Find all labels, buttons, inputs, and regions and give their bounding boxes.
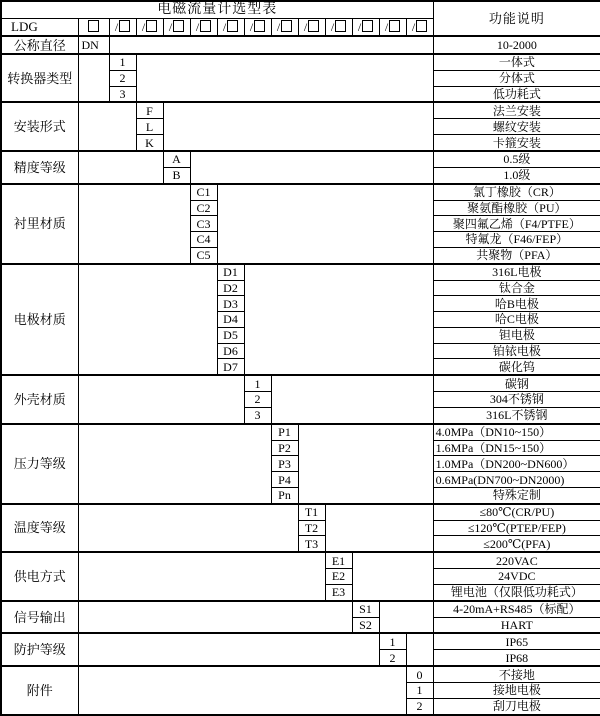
section-label: 电极材质	[1, 264, 78, 376]
option-description: 法兰安装	[433, 102, 600, 118]
code-placeholder-box-icon	[335, 20, 346, 32]
option-code: C5	[190, 247, 217, 263]
option-code: D4	[217, 312, 244, 328]
model-code-box-cell	[190, 18, 217, 36]
code-placeholder-box-icon	[362, 20, 373, 32]
option-code: K	[136, 135, 163, 151]
model-code-box-cell	[379, 18, 406, 36]
empty-region	[271, 375, 433, 423]
option-code: S1	[352, 601, 379, 617]
option-description: 钛合金	[433, 280, 600, 296]
empty-region	[78, 184, 190, 264]
slash-separator: /	[303, 20, 308, 35]
option-code: C1	[190, 184, 217, 200]
option-code: D3	[217, 296, 244, 312]
option-description: 哈C电极	[433, 312, 600, 328]
model-code-box-cell	[244, 18, 271, 36]
option-description: 4.0MPa（DN10~150）	[433, 424, 600, 440]
section-label: 外壳材质	[1, 375, 78, 423]
empty-region	[352, 552, 433, 600]
option-code: 1	[379, 633, 406, 649]
option-description: 1.0级	[433, 167, 600, 183]
option-description: 聚四氟乙烯（F4/PTFE）	[433, 216, 600, 232]
empty-region	[78, 666, 406, 715]
option-code: 1	[244, 375, 271, 391]
section-label-diameter: 公称直径	[1, 36, 78, 54]
code-placeholder-box-icon	[308, 20, 319, 32]
code-placeholder-box-icon	[254, 20, 265, 32]
option-description: 316L电极	[433, 264, 600, 280]
empty-region	[78, 552, 325, 600]
empty-region	[78, 264, 217, 376]
slash-separator: /	[195, 20, 200, 35]
option-code: P1	[271, 424, 298, 440]
slash-separator: /	[249, 20, 254, 35]
code-placeholder-box-icon	[88, 20, 99, 32]
option-description: 分体式	[433, 70, 600, 86]
option-code: 1	[109, 54, 136, 70]
option-code: A	[163, 151, 190, 167]
option-description: 0.5级	[433, 151, 600, 167]
empty-region	[325, 504, 433, 552]
section-label: 防护等级	[1, 633, 78, 666]
model-code-box-cell	[271, 18, 298, 36]
option-description: 特殊定制	[433, 487, 600, 503]
option-code: E2	[325, 569, 352, 585]
option-description: 316L不锈钢	[433, 407, 600, 423]
option-description: ≤120℃(PTEP/FEP)	[433, 520, 600, 536]
empty-region	[78, 102, 136, 150]
option-code: 1	[406, 683, 433, 699]
option-code: S2	[352, 617, 379, 633]
option-code: 2	[379, 650, 406, 666]
option-code: E3	[325, 584, 352, 600]
option-description: IP65	[433, 633, 600, 649]
empty-region	[298, 424, 433, 504]
option-code: D5	[217, 327, 244, 343]
empty-region	[78, 633, 379, 666]
option-code: D2	[217, 280, 244, 296]
empty-region	[78, 601, 352, 634]
option-code: 2	[244, 392, 271, 408]
option-description: 特氟龙（F46/FEP）	[433, 232, 600, 248]
code-placeholder-box-icon	[173, 20, 184, 32]
option-code: D6	[217, 343, 244, 359]
option-code: B	[163, 167, 190, 183]
option-description: 不接地	[433, 666, 600, 682]
option-description: 304不锈钢	[433, 392, 600, 408]
slash-separator: /	[222, 20, 227, 35]
model-code-box-cell	[78, 18, 109, 36]
section-label: 转换器类型	[1, 54, 78, 102]
code-placeholder-box-icon	[146, 20, 157, 32]
empty-region	[136, 54, 433, 102]
option-description: HART	[433, 617, 600, 633]
option-code: P3	[271, 456, 298, 472]
option-code: 2	[109, 70, 136, 86]
option-description: 碳化钨	[433, 359, 600, 375]
option-code: C3	[190, 216, 217, 232]
option-description: 0.6MPa(DN700~DN2000)	[433, 472, 600, 488]
model-code-box-cell	[163, 18, 190, 36]
option-description: 钽电极	[433, 327, 600, 343]
page-title: 电磁流量计选型表	[1, 1, 433, 18]
option-code: T2	[298, 520, 325, 536]
option-description: 1.0MPa（DN200~DN600）	[433, 456, 600, 472]
option-code: D1	[217, 264, 244, 280]
section-label: 压力等级	[1, 424, 78, 504]
option-code: 3	[244, 407, 271, 423]
empty-region	[406, 633, 433, 666]
section-label: 衬里材质	[1, 184, 78, 264]
option-code: P2	[271, 440, 298, 456]
code-placeholder-box-icon	[119, 20, 130, 32]
option-description: 氯丁橡胶（CR）	[433, 184, 600, 200]
empty-region	[78, 375, 244, 423]
section-label: 安装形式	[1, 102, 78, 150]
slash-separator: /	[357, 20, 362, 35]
code-placeholder-box-icon	[281, 20, 292, 32]
option-description: 4-20mA+RS485（标配）	[433, 601, 600, 617]
model-code-box-cell	[298, 18, 325, 36]
option-code: 0	[406, 666, 433, 682]
option-code: T1	[298, 504, 325, 520]
option-description: 接地电极	[433, 683, 600, 699]
empty-region	[379, 601, 433, 634]
option-description: 刮刀电极	[433, 698, 600, 715]
slash-separator: /	[384, 20, 389, 35]
section-label: 温度等级	[1, 504, 78, 552]
option-code: E1	[325, 552, 352, 568]
model-code-box-cell	[109, 18, 136, 36]
model-code-box-cell	[406, 18, 433, 36]
empty-region	[78, 424, 271, 504]
option-code: L	[136, 119, 163, 135]
option-description: ≤200℃(PFA)	[433, 536, 600, 552]
option-description: 哈B电极	[433, 296, 600, 312]
model-code-box-cell	[217, 18, 244, 36]
option-code: P4	[271, 472, 298, 488]
slash-separator: /	[276, 20, 281, 35]
option-description: 聚氨酯橡胶（PU）	[433, 200, 600, 216]
option-description: 一体式	[433, 54, 600, 70]
empty-region	[244, 264, 433, 376]
empty-region	[109, 36, 433, 54]
empty-region	[78, 54, 109, 102]
option-description: 卡箍安装	[433, 135, 600, 151]
section-label: 精度等级	[1, 151, 78, 184]
slash-separator: /	[141, 20, 146, 35]
model-code-box-cell	[352, 18, 379, 36]
option-description: 铂铱电极	[433, 343, 600, 359]
option-code: D7	[217, 359, 244, 375]
slash-separator: /	[411, 20, 416, 35]
slash-separator: /	[330, 20, 335, 35]
option-description: 10-2000	[433, 36, 600, 54]
model-code-box-cell	[325, 18, 352, 36]
option-description: 24VDC	[433, 569, 600, 585]
option-code: F	[136, 102, 163, 118]
code-placeholder-box-icon	[416, 20, 427, 32]
section-label: 附件	[1, 666, 78, 715]
code-placeholder-box-icon	[227, 20, 238, 32]
option-description: IP68	[433, 650, 600, 666]
code-placeholder-box-icon	[200, 20, 211, 32]
empty-region	[190, 151, 433, 184]
option-code: C2	[190, 200, 217, 216]
option-code: C4	[190, 232, 217, 248]
section-label: 信号输出	[1, 601, 78, 634]
option-description: 低功耗式	[433, 86, 600, 102]
empty-region	[78, 504, 298, 552]
option-description: 1.6MPa（DN15~150）	[433, 440, 600, 456]
slash-separator: /	[168, 20, 173, 35]
slash-separator: /	[114, 20, 119, 35]
section-label: 供电方式	[1, 552, 78, 600]
diameter-code: DN	[78, 36, 109, 54]
option-code: 2	[406, 698, 433, 715]
option-description: 螺纹安装	[433, 119, 600, 135]
option-code: T3	[298, 536, 325, 552]
code-placeholder-box-icon	[389, 20, 400, 32]
model-prefix-label: LDG	[1, 18, 78, 36]
option-code: Pn	[271, 487, 298, 503]
function-description-header: 功能说明	[433, 1, 600, 36]
option-code: 3	[109, 86, 136, 102]
empty-region	[163, 102, 433, 150]
option-description: ≤80℃(CR/PU)	[433, 504, 600, 520]
option-description: 碳钢	[433, 375, 600, 391]
model-code-box-cell	[136, 18, 163, 36]
option-description: 锂电池（仅限低功耗式）	[433, 584, 600, 600]
empty-region	[217, 184, 433, 264]
option-description: 220VAC	[433, 552, 600, 568]
option-description: 共聚物（PFA）	[433, 247, 600, 263]
empty-region	[78, 151, 163, 184]
